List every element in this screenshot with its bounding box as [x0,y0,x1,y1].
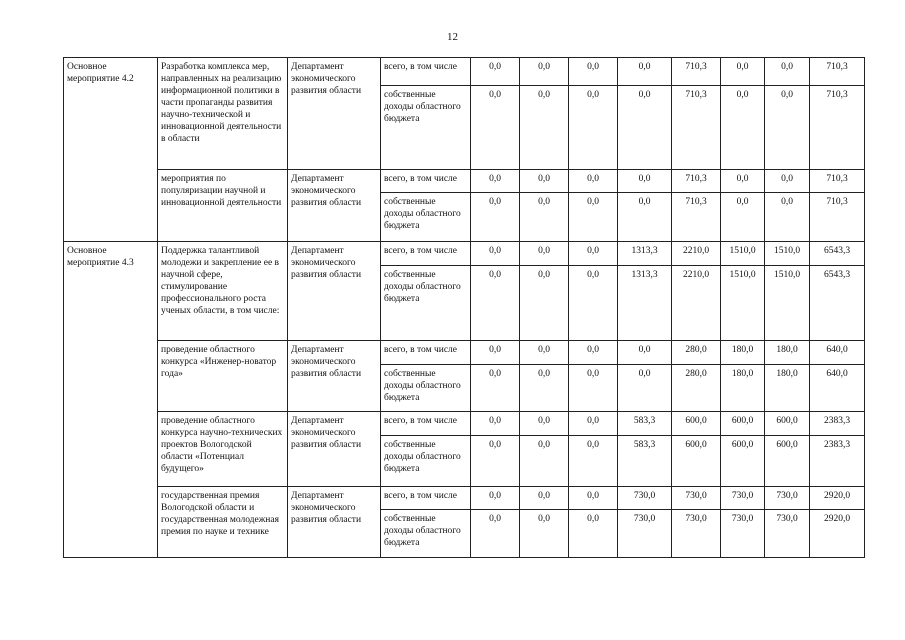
value-cell: 1510,0 [765,266,810,341]
value-cell: 0,0 [721,170,765,193]
value-cell: 600,0 [721,436,765,487]
funding-label: всего, в том числе [381,170,471,193]
total-cell: 710,3 [810,193,865,242]
value-cell: 710,3 [672,86,721,170]
table-row [64,487,865,510]
value-cell: 0,0 [520,510,569,558]
value-cell: 0,0 [471,365,520,412]
value-cell: 0,0 [618,170,672,193]
value-cell: 1313,3 [618,242,672,266]
value-cell: 0,0 [765,86,810,170]
value-cell: 180,0 [765,341,810,365]
measure-name: Разработка комплекса мер, направленных на реализацию информационной политики в части пропаганды развития научно-технической и инновационной деятельности в области [158,58,288,170]
value-cell: 0,0 [569,487,618,510]
value-cell: 0,0 [721,193,765,242]
measure-name: мероприятия по популяризации научной и инновационной деятельности [158,170,288,242]
page-number: 12 [447,31,458,43]
total-cell: 710,3 [810,86,865,170]
value-cell: 583,3 [618,412,672,436]
value-cell: 0,0 [721,58,765,86]
measure-name: проведение областного конкурса научно-технических проектов Вологодской области «Потенциал будущего» [158,412,288,487]
value-cell: 0,0 [520,170,569,193]
value-cell: 0,0 [618,86,672,170]
funding-label: всего, в том числе [381,412,471,436]
value-cell: 0,0 [520,487,569,510]
value-cell: 0,0 [618,341,672,365]
value-cell: 280,0 [672,365,721,412]
department-cell: Департамент экономического развития области [288,170,381,242]
funding-label: собственные доходы областного бюджета [381,436,471,487]
measure-name: Поддержка талантливой молодежи и закрепление ее в научной сфере, стимулирование профессионального роста ученых области, в том числе: [158,242,288,341]
value-cell: 0,0 [765,193,810,242]
value-cell: 0,0 [520,86,569,170]
total-cell: 640,0 [810,341,865,365]
total-cell: 6543,3 [810,242,865,266]
funding-label: собственные доходы областного бюджета [381,86,471,170]
value-cell: 710,3 [672,170,721,193]
value-cell: 0,0 [520,436,569,487]
value-cell: 0,0 [471,510,520,558]
value-cell: 730,0 [672,510,721,558]
value-cell: 730,0 [721,487,765,510]
value-cell: 710,3 [672,193,721,242]
value-cell: 0,0 [569,58,618,86]
table-row [64,341,865,365]
value-cell: 0,0 [721,86,765,170]
value-cell: 0,0 [569,266,618,341]
budget-table [63,57,865,558]
total-cell: 710,3 [810,58,865,86]
value-cell: 0,0 [471,487,520,510]
value-cell: 0,0 [569,193,618,242]
total-cell: 2920,0 [810,510,865,558]
funding-label: всего, в том числе [381,341,471,365]
department-cell: Департамент экономического развития области [288,412,381,487]
value-cell: 0,0 [471,412,520,436]
value-cell: 0,0 [569,412,618,436]
value-cell: 0,0 [765,58,810,86]
value-cell: 0,0 [618,58,672,86]
value-cell: 0,0 [569,510,618,558]
value-cell: 0,0 [471,436,520,487]
value-cell: 0,0 [520,341,569,365]
funding-label: всего, в том числе [381,58,471,86]
value-cell: 1510,0 [765,242,810,266]
measure-name: государственная премия Вологодской области и государственная молодежная премия по науке и технике [158,487,288,558]
department-cell: Департамент экономического развития области [288,487,381,558]
table-row [64,412,865,436]
value-cell: 600,0 [765,436,810,487]
value-cell: 0,0 [569,341,618,365]
value-cell: 0,0 [471,266,520,341]
value-cell: 180,0 [721,341,765,365]
total-cell: 640,0 [810,365,865,412]
funding-label: собственные доходы областного бюджета [381,365,471,412]
value-cell: 1510,0 [721,266,765,341]
funding-label: всего, в том числе [381,487,471,510]
value-cell: 0,0 [471,58,520,86]
value-cell: 180,0 [721,365,765,412]
value-cell: 0,0 [520,193,569,242]
funding-label: собственные доходы областного бюджета [381,193,471,242]
department-cell: Департамент экономического развития области [288,341,381,412]
table-row [64,170,865,193]
value-cell: 0,0 [569,242,618,266]
value-cell: 0,0 [569,86,618,170]
funding-label: всего, в том числе [381,242,471,266]
value-cell: 600,0 [721,412,765,436]
value-cell: 0,0 [471,242,520,266]
value-cell: 0,0 [520,58,569,86]
activity-cell: Основное мероприятие 4.2 [64,58,158,242]
value-cell: 0,0 [520,242,569,266]
value-cell: 0,0 [520,412,569,436]
value-cell: 730,0 [618,487,672,510]
measure-name: проведение областного конкурса «Инженер-новатор года» [158,341,288,412]
value-cell: 0,0 [569,365,618,412]
value-cell: 0,0 [471,170,520,193]
total-cell: 2920,0 [810,487,865,510]
value-cell: 1510,0 [721,242,765,266]
funding-label: собственные доходы областного бюджета [381,510,471,558]
value-cell: 710,3 [672,58,721,86]
value-cell: 180,0 [765,365,810,412]
value-cell: 0,0 [569,170,618,193]
value-cell: 600,0 [672,412,721,436]
value-cell: 0,0 [520,266,569,341]
value-cell: 0,0 [618,193,672,242]
value-cell: 280,0 [672,341,721,365]
value-cell: 600,0 [672,436,721,487]
funding-label: собственные доходы областного бюджета [381,266,471,341]
total-cell: 2383,3 [810,412,865,436]
value-cell: 0,0 [471,193,520,242]
value-cell: 0,0 [569,436,618,487]
value-cell: 730,0 [672,487,721,510]
total-cell: 6543,3 [810,266,865,341]
value-cell: 730,0 [721,510,765,558]
table-row [64,58,865,86]
department-cell: Департамент экономического развития области [288,58,381,170]
total-cell: 710,3 [810,170,865,193]
value-cell: 0,0 [765,170,810,193]
value-cell: 0,0 [471,86,520,170]
value-cell: 730,0 [765,487,810,510]
department-cell: Департамент экономического развития области [288,242,381,341]
value-cell: 583,3 [618,436,672,487]
value-cell: 2210,0 [672,242,721,266]
value-cell: 600,0 [765,412,810,436]
value-cell: 730,0 [765,510,810,558]
activity-cell: Основное мероприятие 4.3 [64,242,158,558]
total-cell: 2383,3 [810,436,865,487]
value-cell: 730,0 [618,510,672,558]
value-cell: 0,0 [618,365,672,412]
value-cell: 2210,0 [672,266,721,341]
value-cell: 0,0 [471,341,520,365]
value-cell: 0,0 [520,365,569,412]
table-row [64,242,865,266]
value-cell: 1313,3 [618,266,672,341]
